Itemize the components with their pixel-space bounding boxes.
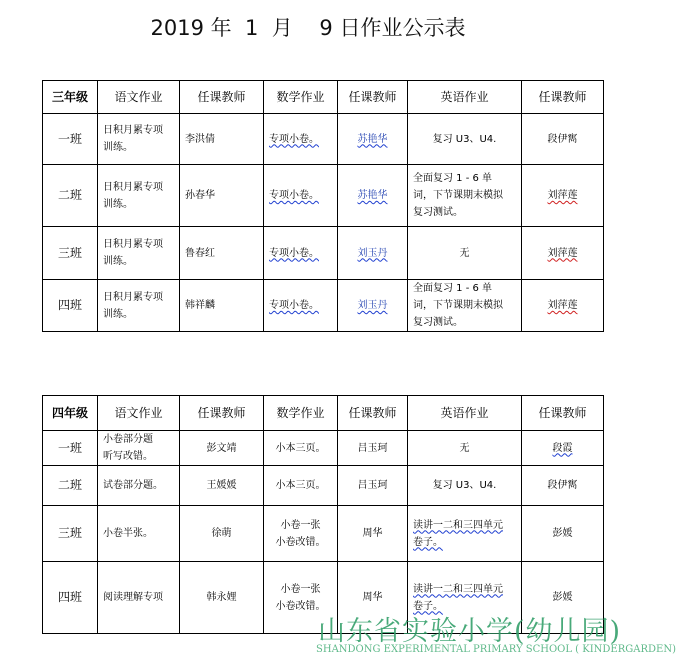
chinese-teacher: 韩祥麟 (180, 280, 264, 332)
math-homework: 小卷一张 小卷改错。 (275, 583, 326, 612)
table-row (43, 114, 604, 165)
math-homework: 小本三页。 (264, 431, 338, 466)
header-english: 英语作业 (408, 81, 522, 114)
header-math: 数学作业 (264, 81, 338, 114)
english-homework: 复习 U3、U4. (408, 466, 522, 506)
chinese-homework: 日积月累专项 训练。 (103, 239, 163, 267)
math-teacher: 周华 (338, 506, 408, 562)
table-header-row (43, 81, 604, 114)
chinese-homework: 日积月累专项 训练。 (103, 291, 163, 320)
header-teacher: 任课教师 (180, 396, 264, 431)
class-name: 四班 (43, 280, 98, 332)
math-homework: 专项小卷。 (269, 190, 319, 201)
english-homework: 读讲一二和三四单元 卷子。 (413, 519, 503, 548)
chinese-homework: 小卷半张。 (98, 506, 180, 562)
english-teacher: 段伊寯 (522, 466, 604, 506)
math-teacher: 刘玉丹 (357, 300, 388, 311)
header-teacher: 任课教师 (522, 81, 604, 114)
chinese-homework: 阅读理解专项 (98, 562, 180, 634)
math-homework: 专项小卷。 (269, 133, 319, 145)
header-teacher: 任课教师 (338, 396, 408, 431)
english-teacher: 刘萍莲 (547, 247, 578, 259)
math-homework: 小卷一张 小卷改错。 (275, 519, 326, 548)
class-name: 四班 (43, 562, 98, 634)
class-name: 二班 (43, 165, 98, 227)
math-teacher: 刘玉丹 (357, 247, 388, 259)
table-row (43, 227, 604, 280)
math-teacher: 苏艳华 (357, 133, 388, 145)
class-name: 三班 (43, 506, 98, 562)
header-teacher: 任课教师 (338, 81, 408, 114)
header-teacher: 任课教师 (522, 396, 604, 431)
math-teacher: 吕玉珂 (338, 431, 408, 466)
math-teacher: 吕玉珂 (338, 466, 408, 506)
math-homework: 专项小卷。 (269, 300, 319, 311)
english-homework: 全面复习 1 - 6 单 词，下节课期末模拟 复习测试。 (413, 173, 503, 218)
table-row (43, 280, 604, 332)
table-row (43, 165, 604, 227)
table-row (43, 506, 604, 562)
class-name: 一班 (43, 114, 98, 165)
grade-label: 三年级 (43, 81, 98, 114)
table-row (43, 466, 604, 506)
grade-label: 四年级 (43, 396, 98, 431)
math-homework: 专项小卷。 (269, 247, 319, 259)
class-name: 二班 (43, 466, 98, 506)
english-homework: 无 (408, 227, 522, 280)
chinese-teacher: 徐萌 (180, 506, 264, 562)
english-teacher: 段霞 (552, 442, 573, 454)
header-teacher: 任课教师 (180, 81, 264, 114)
table-header-row (43, 396, 604, 431)
chinese-teacher: 韩永娌 (180, 562, 264, 634)
chinese-teacher: 鲁春红 (180, 227, 264, 280)
english-teacher: 彭媛 (522, 506, 604, 562)
school-watermark-english: SHANDONG EXPERIMENTAL PRIMARY SCHOOL ( KINDERGARDEN) (316, 644, 676, 655)
school-watermark: 山东省实验小学(幼儿园) (318, 616, 622, 647)
grade4-homework-table (42, 395, 604, 634)
class-name: 一班 (43, 431, 98, 466)
english-homework: 复习 U3、U4. (432, 133, 497, 145)
chinese-teacher: 孙春华 (180, 165, 264, 227)
grade3-homework-table (42, 80, 604, 332)
english-homework: 全面复习 1 - 6 单 词，下节课期末模拟 复习测试。 (413, 283, 503, 328)
english-homework: 无 (408, 431, 522, 466)
header-chinese: 语文作业 (98, 396, 180, 431)
table-row (43, 431, 604, 466)
chinese-homework: 日积月累专项 训练。 (103, 125, 163, 153)
english-teacher: 彭媛 (522, 562, 604, 634)
english-teacher: 段伊寯 (522, 114, 604, 165)
header-chinese: 语文作业 (98, 81, 180, 114)
chinese-homework: 日积月累专项 训练。 (103, 181, 163, 210)
english-teacher: 刘萍莲 (547, 300, 578, 311)
chinese-teacher: 彭文靖 (180, 431, 264, 466)
header-english: 英语作业 (408, 396, 522, 431)
math-teacher: 周华 (338, 562, 408, 634)
english-teacher: 刘萍莲 (547, 190, 578, 201)
math-homework: 小本三页。 (264, 466, 338, 506)
class-name: 三班 (43, 227, 98, 280)
chinese-teacher: 王媛媛 (180, 466, 264, 506)
english-homework: 读讲一二和三四单元 卷子。 (413, 583, 503, 612)
header-math: 数学作业 (264, 396, 338, 431)
chinese-homework: 试卷部分题。 (98, 466, 180, 506)
math-teacher: 苏艳华 (357, 190, 388, 201)
chinese-homework: 小卷部分题 听写改错。 (103, 434, 153, 462)
chinese-teacher: 李洪倩 (180, 114, 264, 165)
page-title: 2019 年 1 月 9 日作业公示表 (150, 16, 466, 40)
